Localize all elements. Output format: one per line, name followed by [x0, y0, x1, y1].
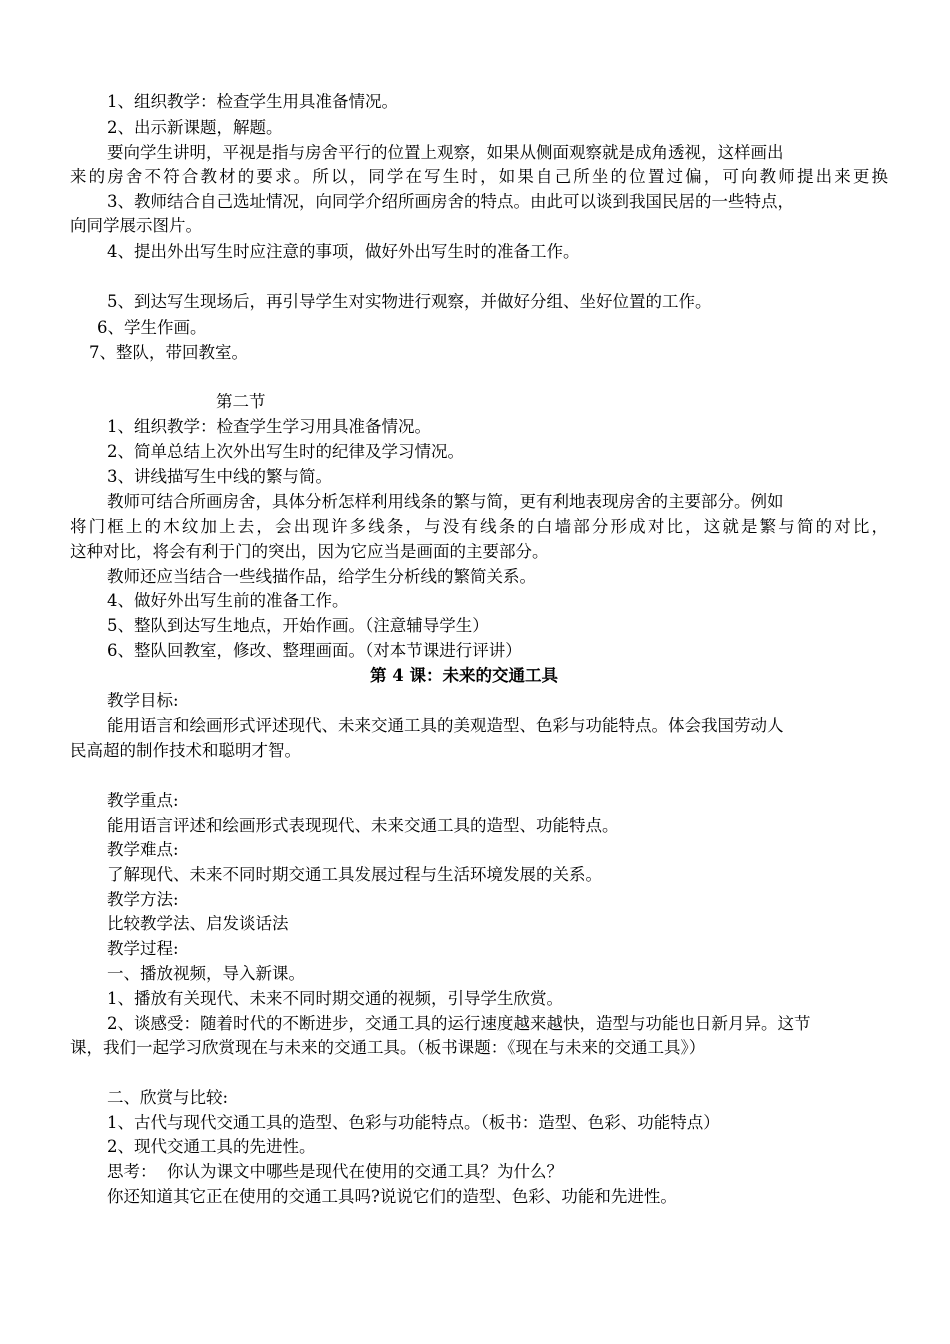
text-line: 比较教学法、启发谈话法 — [107, 914, 289, 933]
text-line: 这种对比，将会有利于门的突出，因为它应当是画面的主要部分。 — [70, 542, 549, 561]
text-line: 5、到达写生现场后，再引导学生对实物进行观察，并做好分组、坐好位置的工作。 — [107, 292, 712, 311]
text-line: 教学目标: — [107, 691, 179, 710]
text-line: 3、讲线描写生中线的繁与简。 — [107, 467, 332, 486]
text-line: 1、播放有关现代、未来不同时期交通的视频，引导学生欣赏。 — [107, 989, 563, 1008]
text-line: 3、教师结合自己选址情况，向同学介绍所画房舍的特点。由此可以谈到我国民居的一些特点， — [107, 192, 794, 211]
text-line: 了解现代、未来不同时期交通工具发展过程与生活环境发展的关系。 — [107, 865, 602, 884]
text-line: 教学重点: — [107, 791, 179, 810]
text-line: 教学方法: — [107, 890, 179, 909]
lesson-title: 第 4 课：未来的交通工具 — [370, 666, 558, 685]
text-line: 教师可结合所画房舍，具体分析怎样利用线条的繁与简，更有利地表现房舍的主要部分。例如 — [107, 492, 784, 511]
text-line: 课，我们一起学习欣赏现在与未来的交通工具。（板书课题：《现在与未来的交通工具》） — [70, 1038, 706, 1057]
text-line: 来的房舍不符合教材的要求。所以，同学在写生时，如果自己所坐的位置过偏，可向教师提出来更换 — [70, 167, 888, 186]
text-line: 2、谈感受：随着时代的不断进步，交通工具的运行速度越来越快，造型与功能也日新月异。这节 — [107, 1014, 811, 1033]
text-line: 民高超的制作技术和聪明才智。 — [70, 741, 301, 760]
text-line: 2、简单总结上次外出写生时的纪律及学习情况。 — [107, 442, 464, 461]
text-line: 二、欣赏与比较: — [107, 1088, 229, 1107]
text-line: 能用语言评述和绘画形式表现现代、未来交通工具的造型、功能特点。 — [107, 816, 619, 835]
text-line: 向同学展示图片。 — [70, 216, 202, 235]
text-line: 教学难点: — [107, 840, 179, 859]
text-line: 思考： 你认为课文中哪些是现代在使用的交通工具？为什么？ — [107, 1162, 563, 1181]
text-line: 4、提出外出写生时应注意的事项，做好外出写生时的准备工作。 — [107, 242, 580, 261]
text-line: 能用语言和绘画形式评述现代、未来交通工具的美观造型、色彩与功能特点。体会我国劳动人 — [107, 716, 784, 735]
text-line: 要向学生讲明，平视是指与房舍平行的位置上观察，如果从侧面观察就是成角透视，这样画出 — [107, 143, 784, 162]
text-line: 6、整队回教室，修改、整理画面。（对本节课进行评讲） — [107, 641, 522, 660]
text-line: 1、组织教学：检查学生学习用具准备情况。 — [107, 417, 431, 436]
text-line: 一、播放视频，导入新课。 — [107, 964, 305, 983]
text-line: 将门框上的木纹加上去，会出现许多线条，与没有线条的白墙部分形成对比，这就是繁与简的对比， — [70, 517, 888, 536]
text-line: 6、学生作画。 — [97, 318, 207, 337]
text-line: 2、现代交通工具的先进性。 — [107, 1137, 316, 1156]
text-line: 4、做好外出写生前的准备工作。 — [107, 591, 349, 610]
text-line: 1、古代与现代交通工具的造型、色彩与功能特点。（板书：造型、色彩、功能特点） — [107, 1113, 720, 1132]
text-line: 教学过程: — [107, 939, 179, 958]
text-line: 7、整队，带回教室。 — [89, 343, 248, 362]
text-line: 1、组织教学：检查学生用具准备情况。 — [107, 92, 398, 111]
text-line: 你还知道其它正在使用的交通工具吗?说说它们的造型、色彩、功能和先进性。 — [107, 1187, 677, 1206]
text-line: 2、出示新课题，解题。 — [107, 118, 283, 137]
text-line: 教师还应当结合一些线描作品，给学生分析线的繁简关系。 — [107, 567, 536, 586]
text-line: 5、整队到达写生地点，开始作画。（注意辅导学生） — [107, 616, 489, 635]
section-heading: 第二节 — [216, 392, 266, 411]
